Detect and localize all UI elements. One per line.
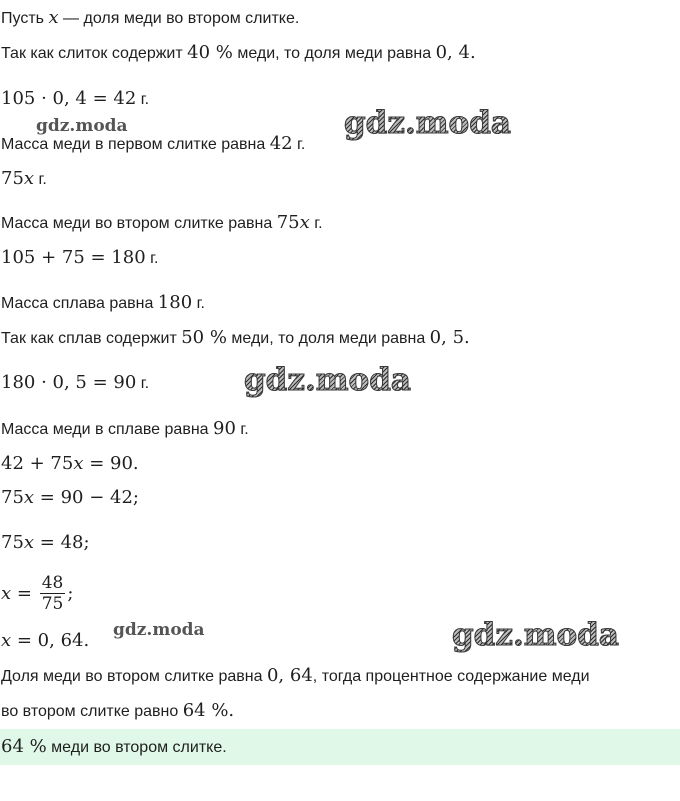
math-equals: =: [11, 582, 38, 604]
unit: г.: [309, 215, 323, 232]
math-value: 42 + 75: [1, 453, 74, 474]
text-line-mass-second: [1, 213, 323, 234]
text: меди, то доля меди равна: [226, 330, 430, 347]
unit: г.: [145, 250, 159, 267]
math-equation: 105 · 0, 4 = 42: [1, 88, 137, 109]
equation-line-7: [1, 533, 90, 554]
equation-line-6: [1, 488, 139, 509]
text: Так как сплав содержит: [1, 330, 182, 347]
text: — доля меди во втором слитке.: [58, 10, 300, 27]
math-percent: 64 %: [1, 736, 47, 757]
unit: г.: [235, 421, 249, 438]
text-line-definition: [1, 8, 299, 29]
answer-box: [0, 729, 680, 765]
math-percent: 50 %: [181, 327, 227, 348]
math-value: 42: [269, 133, 293, 154]
math-value: 75: [276, 212, 300, 233]
unit: г.: [292, 136, 306, 153]
text: во втором слитке равно: [1, 703, 183, 720]
text: Масса меди в сплаве равна: [1, 421, 213, 438]
text-line-alloy-percent: [1, 328, 470, 349]
math-variable: x: [73, 453, 84, 474]
math-variable: x: [23, 168, 35, 189]
math-variable: x: [23, 487, 35, 508]
fraction-denominator: 75: [41, 593, 64, 614]
text: Масса сплава равна: [1, 295, 158, 312]
equation-line-3: [1, 248, 158, 269]
equation-line-fraction: [1, 566, 73, 620]
math-percent: 64 %.: [182, 700, 235, 721]
text-line-alloy-mass: [1, 293, 205, 314]
unit: г.: [136, 375, 150, 392]
math-value: 180: [157, 292, 193, 313]
watermark-logo: gdz.moda: [244, 362, 411, 398]
math-equation: = 48;: [34, 532, 90, 553]
equation-line-8: [1, 631, 89, 652]
math-variable: x: [1, 582, 12, 604]
text: Масса меди в первом слитке равна: [1, 136, 270, 153]
math-value: 0, 64: [266, 665, 313, 686]
math-equation: = 90.: [83, 453, 139, 474]
text-line-alloy-copper: [1, 419, 249, 440]
unit: г.: [192, 295, 205, 312]
equation-line-4: [1, 373, 149, 394]
math-variable: x: [48, 7, 59, 28]
math-variable: x: [1, 630, 12, 651]
text-line-first-ingot: [1, 43, 476, 64]
fraction: [40, 573, 66, 614]
math-variable: x: [299, 212, 310, 233]
text-line-conclusion-2: [1, 701, 234, 722]
math-value: 90: [213, 418, 236, 439]
math-equation: 105 + 75 = 180: [1, 247, 146, 268]
answer-text: [1, 737, 227, 758]
math-value: 0, 4.: [435, 42, 476, 63]
math-equation: = 90 − 42;: [34, 487, 139, 508]
fraction-numerator: 48: [41, 572, 64, 593]
unit: г.: [34, 171, 47, 188]
watermark-logo: gdz.moda: [36, 116, 128, 136]
unit: г.: [136, 91, 150, 108]
math-value: 0, 5.: [429, 327, 470, 348]
text: меди во втором слитке.: [46, 739, 227, 756]
text: Доля меди во втором слитке равна: [1, 668, 267, 685]
text: , тогда процентное содержание меди: [312, 668, 590, 685]
watermark-logo: gdz.moda: [344, 105, 511, 141]
math-value: 75: [1, 487, 24, 508]
math-value: 75: [1, 532, 24, 553]
watermark-logo: gdz.moda: [113, 620, 205, 640]
text: меди, то доля меди равна: [232, 45, 436, 62]
math-equation: 180 · 0, 5 = 90: [1, 372, 137, 393]
text-line-conclusion-1: [1, 666, 590, 687]
text: Масса меди во втором слитке равна: [1, 215, 277, 232]
watermark-logo: gdz.moda: [452, 617, 619, 653]
text-line-mass-first: [1, 134, 305, 155]
text: Так как слиток содержит: [1, 45, 188, 62]
math-value: 75: [1, 168, 24, 189]
text: Пусть: [1, 10, 49, 27]
math-punctuation: ;: [67, 582, 74, 604]
equation-line-5: [1, 454, 139, 475]
equation-line-2: [1, 169, 47, 190]
equation-line-1: [1, 89, 149, 110]
math-variable: x: [23, 532, 35, 553]
math-equation: = 0, 64.: [11, 630, 90, 651]
math-percent: 40 %: [187, 42, 233, 63]
